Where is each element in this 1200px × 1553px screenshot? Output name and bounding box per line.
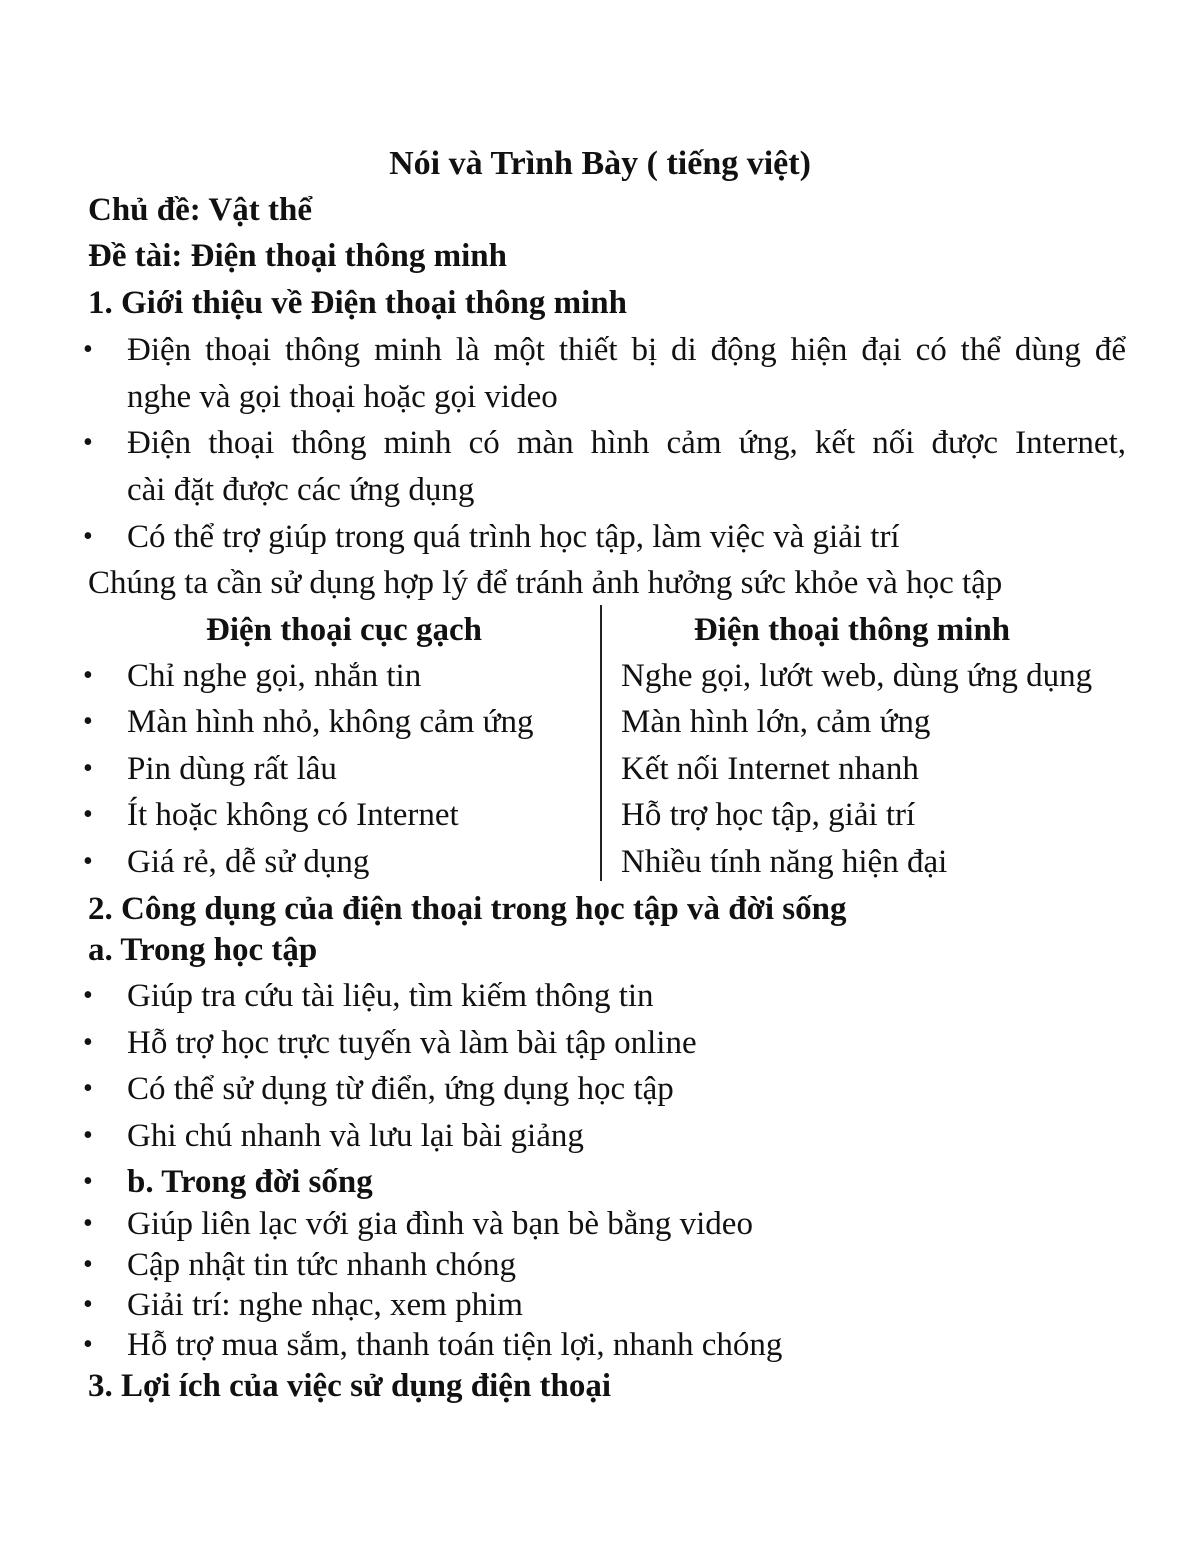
feature-phone-item: Giá rẻ, dễ sử dụng <box>127 844 370 880</box>
section-1-heading: 1. Giới thiệu về Điện thoại thông minh <box>88 285 628 321</box>
feature-phone-item: Ít hoặc không có Internet <box>127 797 459 833</box>
study-item: Ghi chú nhanh và lưu lại bài giảng <box>127 1118 584 1154</box>
intro-bullet-2-line-2: cài đặt được các ứng dụng <box>127 472 475 508</box>
subject-line: Đề tài: Điện thoại thông minh <box>88 238 507 274</box>
smartphone-item: Hỗ trợ học tập, giải trí <box>621 797 916 833</box>
feature-phone-item: Chỉ nghe gọi, nhắn tin <box>127 658 422 694</box>
life-item: Giúp liên lạc với gia đình và bạn bè bằng video <box>127 1206 753 1242</box>
smartphone-item: Nhiều tính năng hiện đại <box>621 844 948 880</box>
life-item: Giải trí: nghe nhạc, xem phim <box>127 1287 523 1323</box>
bullet-icon: • <box>83 753 93 784</box>
bullet-icon: • <box>83 1208 93 1239</box>
intro-bullet-1-line-1: Điện thoại thông minh là một thiết bị di động hiện đại có thể dùng để <box>127 332 1126 368</box>
bullet-icon: • <box>83 521 93 552</box>
smartphone-item: Nghe gọi, lướt web, dùng ứng dụng <box>621 658 1093 694</box>
life-item: Hỗ trợ mua sắm, thanh toán tiện lợi, nhanh chóng <box>127 1327 783 1363</box>
intro-bullet-1-line-2: nghe và gọi thoại hoặc gọi video <box>127 379 558 415</box>
bullet-icon: • <box>83 660 93 691</box>
life-item: Cập nhật tin tức nhanh chóng <box>127 1247 517 1283</box>
bullet-icon: • <box>83 846 93 877</box>
right-column-header: Điện thoại thông minh <box>693 612 1011 648</box>
bullet-icon: • <box>83 1249 93 1280</box>
bullet-icon: • <box>83 799 93 830</box>
bullet-icon: • <box>83 1027 93 1058</box>
section-2-heading: 2. Công dụng của điện thoại trong học tập và đời sống <box>88 891 847 927</box>
bullet-icon: • <box>83 1073 93 1104</box>
subsection-b-heading: b. Trong đời sống <box>127 1164 373 1200</box>
smartphone-item: Màn hình lớn, cảm ứng <box>621 704 931 740</box>
bullet-icon: • <box>83 427 93 458</box>
document-title: Nói và Trình Bày ( tiếng việt) <box>389 145 811 182</box>
topic-line: Chủ đề: Vật thể <box>88 192 312 228</box>
subsection-a-heading: a. Trong học tập <box>88 932 318 968</box>
study-item: Hỗ trợ học trực tuyến và làm bài tập online <box>127 1025 697 1061</box>
bullet-icon: • <box>83 1120 93 1151</box>
study-item: Giúp tra cứu tài liệu, tìm kiếm thông tin <box>127 978 654 1014</box>
study-item: Có thể sử dụng từ điển, ứng dụng học tập <box>127 1071 674 1107</box>
bullet-icon: • <box>83 706 93 737</box>
smartphone-item: Kết nối Internet nhanh <box>621 751 919 787</box>
left-column-header: Điện thoại cục gạch <box>206 612 482 648</box>
feature-phone-item: Màn hình nhỏ, không cảm ứng <box>127 704 534 740</box>
usage-note: Chúng ta cần sử dụng hợp lý để tránh ảnh hưởng sức khỏe và học tập <box>88 565 1003 601</box>
column-divider <box>600 605 602 881</box>
intro-bullet-3: Có thể trợ giúp trong quá trình học tập, làm việc và giải trí <box>127 519 900 555</box>
section-3-heading: 3. Lợi ích của việc sử dụng điện thoại <box>88 1368 612 1404</box>
bullet-icon: • <box>83 334 93 365</box>
bullet-icon: • <box>83 1289 93 1320</box>
bullet-icon: • <box>83 980 93 1011</box>
bullet-icon: • <box>83 1166 93 1197</box>
bullet-icon: • <box>83 1329 93 1360</box>
feature-phone-item: Pin dùng rất lâu <box>127 751 337 787</box>
intro-bullet-2-line-1: Điện thoại thông minh có màn hình cảm ứng, kết nối được Internet, <box>127 425 1126 461</box>
